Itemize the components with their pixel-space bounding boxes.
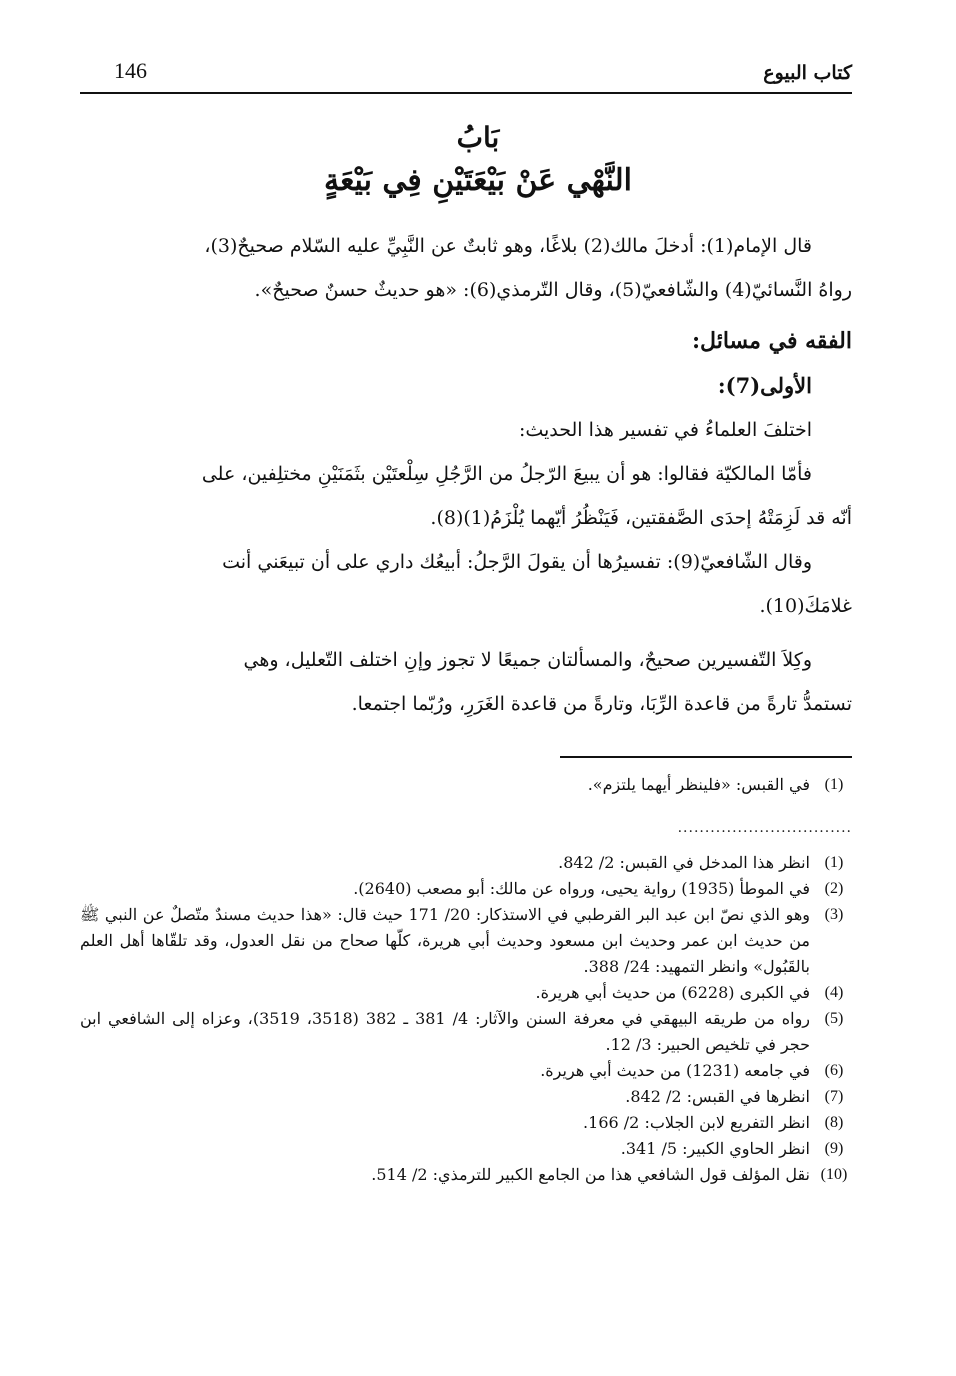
paragraph-5-line-1: وكِلاَ التّفسيرين صحيحٌ، والمسألتان جميعًا لا تجوز وإنِ اختلف التّعليل، وهي <box>243 649 812 671</box>
footnote-number: (3) <box>824 906 844 923</box>
running-title: كتاب البيوع <box>763 62 852 84</box>
paragraph-3-line-2: أنّه قد لَزِمَتْهُ إحدَى الصَّفقتين، فَيَنْظُرُ أيّهما يُلْزَمُ(1)(8). <box>430 507 852 529</box>
footnote-number: (1) <box>824 854 844 871</box>
footnote-text: انظرها في القبس: 2/ 842. <box>625 1087 810 1106</box>
critical-notes <box>80 772 858 798</box>
dotted-separator: ................................ <box>677 820 852 834</box>
footnote <box>80 1110 858 1136</box>
footnote-number: (7) <box>824 1088 844 1105</box>
footnote-number: (5) <box>824 1010 844 1027</box>
chapter-title: النَّهْي عَنْ بَيْعَتَيْنِ فِي بَيْعَةٍ <box>324 163 632 198</box>
paragraph-1-line-2: رواهُ النَّسائيّ(4) والشّافعيّ(5)، وقال التّرمذي(6): «هو حديثٌ حسنٌ صحيحٌ». <box>254 279 852 301</box>
main-text <box>80 224 852 726</box>
footnote <box>80 1162 858 1188</box>
page-number: 146 <box>114 58 147 83</box>
page-header <box>80 58 852 94</box>
footnotes <box>80 850 858 1188</box>
critical-note <box>80 772 858 798</box>
footnote-number: (6) <box>824 1062 844 1079</box>
footnote <box>80 1006 858 1058</box>
section-heading: الفقه في مسائل: <box>691 328 852 354</box>
subsection-heading: الأولى(7): <box>717 373 812 398</box>
footnote <box>80 1084 858 1110</box>
footnote-number: (2) <box>824 880 844 897</box>
footnote <box>80 1058 858 1084</box>
footnote-number: (9) <box>824 1140 844 1157</box>
footnote <box>80 850 858 876</box>
paragraph-4-line-1: وقال الشّافعيّ(9): تفسيرُها أن يقولَ الرَّجلُ: أبيعُك داري على أن تبيعَني أنت <box>222 551 812 573</box>
footnote-text: في الموطأ (1935) رواية يحيى، ورواه عن مالك: أبو مصعب (2640). <box>353 879 810 898</box>
footnote <box>80 876 858 902</box>
footnote-number: (10) <box>820 1166 848 1183</box>
paragraph-5-line-2: تستمدُّ تارةً من قاعدة الرِّبَا، وتارةً من قاعدة الغَرَرِ، ورُبّما اجتمعا. <box>351 693 852 715</box>
paragraph-3-line-1: فأمّا المالكيّة فقالوا: هو أن يبيعَ الرّجلُ من الرَّجُلِ سِلْعتَيْن بثَمَنَيْنِ مختلِفين، على <box>201 463 812 485</box>
note-text: في القبس: «فلينظر أيهما يلتزم». <box>587 775 810 794</box>
footnote-text: في الكبرى (6228) من حديث أبي هريرة. <box>535 983 810 1002</box>
footnote-rule <box>560 756 852 758</box>
paragraph-2: اختلفَ العلماءُ في تفسير هذا الحديث: <box>518 419 812 441</box>
footnote <box>80 1136 858 1162</box>
footnote-text: وهو الذي نصّ ابن عبد البر القرطبي في الاستذكار: 20/ 171 حيث قال: «هذا حديث مسندٌ متّصلٌ عن النبي ﷺ من حديث ابن عمر وحديث ابن مسعود وحديث أبي هريرة، كلّها صحاح من نقل العدول، وقد تلقّاها أهل العلم بالقَبُول» وانظر التمهيد: 24/ 388. <box>80 905 811 976</box>
paragraph-1-line-1: قال الإمام(1): أدخلَ مالك(2) بلاغًا، وهو ثابتٌ عن النَّبِيِّ عليه السّلام صحيحٌ(3)، <box>204 235 812 257</box>
chapter-label: بَابُ <box>456 121 500 154</box>
paragraph-4-line-2: غلامَكَ(10). <box>759 595 852 617</box>
footnote-number: (4) <box>824 984 844 1001</box>
footnote <box>80 902 858 980</box>
footnote <box>80 980 858 1006</box>
footnote-text: رواه من طريقه البيهقي في معرفة السنن والآثار: 4/ 381 ـ 382 (3518، 3519)، وعزاه إلى الشافعي ابن حجر في تلخيص الحبير: 3/ 12. <box>80 1009 811 1054</box>
footnote-text: نقل المؤلف قول الشافعي هذا من الجامع الكبير للترمذي: 2/ 514. <box>371 1165 810 1184</box>
footnote-text: انظر الحاوي الكبير: 5/ 341. <box>620 1139 810 1158</box>
footnote-text: في جامعه (1231) من حديث أبي هريرة. <box>540 1061 810 1080</box>
note-number: (1) <box>824 776 844 793</box>
header-rule <box>80 92 852 94</box>
footnote-number: (8) <box>824 1114 844 1131</box>
footnote-text: انظر هذا المدخل في القبس: 2/ 842. <box>558 853 810 872</box>
chapter-heading <box>0 118 956 204</box>
footnote-text: انظر التفريع لابن الجلاب: 2/ 166. <box>583 1113 810 1132</box>
